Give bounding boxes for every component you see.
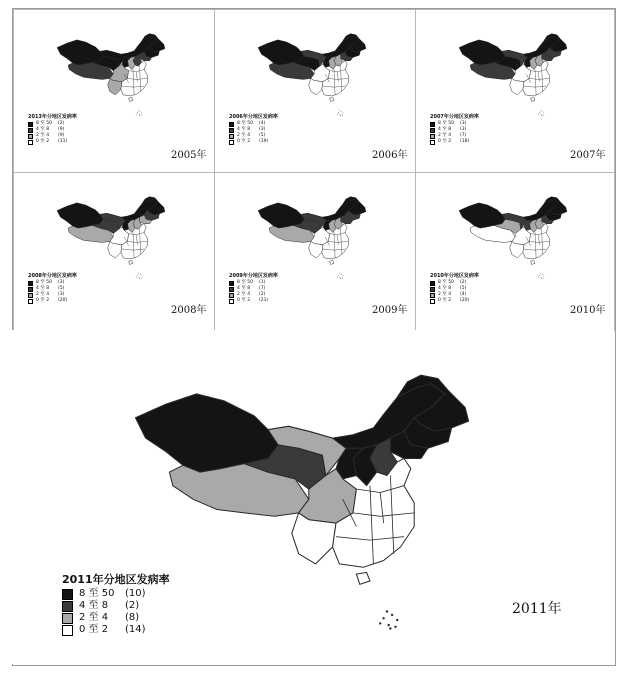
legend-swatch: [28, 140, 33, 145]
legend-count: (2): [259, 292, 266, 297]
legend-swatch: [430, 293, 435, 298]
legend-row: [430, 298, 479, 304]
south-sea-island: [341, 111, 342, 112]
legend-row: [62, 588, 170, 600]
legend-swatch: [229, 299, 234, 304]
legend-swatch: [62, 613, 73, 624]
legend-swatch: [430, 140, 435, 145]
main-legend: [62, 572, 170, 636]
south-sea-island: [342, 276, 343, 277]
legend-range: 4 至 8: [438, 286, 452, 291]
region-hainan: [330, 261, 334, 265]
legend: [229, 273, 278, 304]
south-sea-island: [543, 115, 544, 116]
choropleth-map: [458, 32, 568, 117]
year-label: 2007年: [570, 150, 606, 161]
south-sea-island: [137, 112, 138, 113]
south-sea-island: [136, 114, 137, 115]
year-label: 2010年: [570, 305, 606, 316]
south-sea-island: [339, 273, 340, 274]
south-sea-island: [340, 277, 341, 278]
legend-range: 8 至 50: [36, 121, 52, 126]
south-sea-island: [538, 114, 539, 115]
year-panel: [214, 172, 417, 331]
region-hainan: [129, 261, 133, 265]
legend-title: 2013年分地区发病率: [28, 114, 77, 120]
region-hainan: [531, 98, 535, 102]
south-sea-island: [382, 617, 384, 619]
legend: [28, 114, 77, 145]
south-sea-island: [342, 278, 343, 279]
legend-count: (5): [58, 286, 65, 291]
legend-swatch: [229, 128, 234, 133]
legend: [430, 114, 479, 145]
south-sea-island: [136, 277, 137, 278]
south-sea-island: [137, 275, 138, 276]
legend-count: (18): [460, 139, 470, 144]
legend-row: [430, 139, 479, 145]
legend: [430, 273, 479, 304]
legend-range: 4 至 8: [237, 286, 251, 291]
legend-range: 4 至 8: [79, 600, 109, 611]
region-xinjiang: [135, 394, 278, 472]
south-sea-island: [141, 276, 142, 277]
legend-row: [229, 298, 278, 304]
south-sea-island: [340, 115, 341, 116]
year-label: 2008年: [171, 305, 207, 316]
legend-range: 8 至 50: [237, 121, 253, 126]
choropleth-map: [56, 195, 166, 280]
south-sea-island: [139, 115, 140, 116]
legend-range: 4 至 8: [438, 127, 452, 132]
legend-row: [28, 139, 77, 145]
legend-title: 2008年分地区发病率: [28, 273, 77, 279]
south-sea-island: [541, 277, 542, 278]
legend-count: (4): [460, 292, 467, 297]
legend-range: 8 至 50: [79, 588, 115, 599]
legend-count: (21): [259, 298, 269, 303]
south-sea-island: [337, 277, 338, 278]
legend-title: 2009年分地区发病率: [229, 273, 278, 279]
legend-count: (3): [58, 280, 65, 285]
south-sea-island: [543, 278, 544, 279]
legend-swatch: [229, 122, 234, 127]
legend-range: 8 至 50: [237, 280, 253, 285]
legend-swatch: [28, 134, 33, 139]
legend-range: 4 至 8: [36, 286, 50, 291]
legend-count: (3): [259, 127, 266, 132]
south-sea-island: [139, 114, 140, 115]
south-sea-island: [138, 110, 139, 111]
legend-range: 2 至 4: [237, 133, 251, 138]
legend-count: (3): [460, 127, 467, 132]
year-panel: [415, 9, 615, 174]
region-hainan: [531, 261, 535, 265]
year-panel: [214, 9, 417, 174]
legend-range: 2 至 4: [79, 612, 109, 623]
choropleth-map: [56, 32, 166, 117]
legend-swatch: [430, 122, 435, 127]
south-sea-island: [140, 111, 141, 112]
south-sea-island: [342, 115, 343, 116]
south-sea-island: [386, 610, 388, 612]
legend-count: (20): [460, 298, 470, 303]
south-sea-island: [542, 274, 543, 275]
legend-range: 2 至 4: [237, 292, 251, 297]
legend-swatch: [430, 128, 435, 133]
legend-range: 0 至 2: [36, 298, 50, 303]
legend-count: (3): [460, 121, 467, 126]
legend-range: 8 至 50: [36, 280, 52, 285]
legend-count: (20): [58, 298, 68, 303]
south-sea-island: [541, 115, 542, 116]
south-sea-island: [379, 622, 381, 624]
south-sea-island: [138, 273, 139, 274]
legend-count: (3): [58, 292, 65, 297]
legend-count: (5): [460, 286, 467, 291]
choropleth-map: [458, 195, 568, 280]
choropleth-map: [257, 195, 367, 280]
legend-swatch: [229, 287, 234, 292]
south-sea-island: [541, 114, 542, 115]
legend-swatch: [28, 293, 33, 298]
legend-range: 0 至 2: [36, 139, 50, 144]
south-sea-island: [341, 274, 342, 275]
main-choropleth-map: [132, 370, 472, 632]
south-sea-island: [140, 274, 141, 275]
legend-row: [229, 139, 278, 145]
south-sea-island: [391, 614, 393, 616]
legend-range: 0 至 2: [237, 139, 251, 144]
legend-title: 2007年分地区发病率: [430, 114, 479, 120]
legend-range: 0 至 2: [438, 298, 452, 303]
legend-count: (1): [259, 280, 266, 285]
year-label: 2006年: [372, 150, 408, 161]
legend-count: (19): [259, 139, 269, 144]
year-panel: [415, 172, 615, 331]
legend-count: (2): [460, 280, 467, 285]
south-sea-island: [543, 276, 544, 277]
south-sea-island: [337, 114, 338, 115]
legend-row: [62, 600, 170, 612]
legend: [28, 273, 77, 304]
south-sea-island: [340, 114, 341, 115]
south-sea-island: [139, 277, 140, 278]
year-label: 2011年: [512, 601, 562, 617]
legend-range: 2 至 4: [438, 133, 452, 138]
south-sea-island: [339, 110, 340, 111]
legend-range: 2 至 4: [36, 133, 50, 138]
south-sea-island: [538, 277, 539, 278]
region-hainan: [330, 98, 334, 102]
legend-count: (9): [58, 133, 65, 138]
legend-range: 0 至 2: [438, 139, 452, 144]
legend-swatch: [28, 122, 33, 127]
legend-swatch: [430, 299, 435, 304]
south-sea-island: [141, 115, 142, 116]
south-sea-island: [539, 275, 540, 276]
south-sea-island: [338, 275, 339, 276]
legend-count: (10): [125, 588, 146, 599]
legend-swatch: [62, 601, 73, 612]
year-panel: [13, 9, 216, 174]
legend-range: 2 至 4: [36, 292, 50, 297]
south-sea-island: [396, 619, 398, 621]
south-sea-island: [141, 113, 142, 114]
legend-count: (7): [460, 133, 467, 138]
south-sea-island: [542, 111, 543, 112]
south-sea-island: [141, 278, 142, 279]
legend-range: 8 至 50: [438, 280, 454, 285]
legend-range: 2 至 4: [438, 292, 452, 297]
south-sea-island: [540, 110, 541, 111]
legend-swatch: [28, 299, 33, 304]
legend-row: [28, 298, 77, 304]
choropleth-map: [257, 32, 367, 117]
south-sea-island: [388, 624, 390, 626]
legend: [229, 114, 278, 145]
south-sea-island: [541, 278, 542, 279]
south-sea-island: [139, 278, 140, 279]
legend-title: 2011年分地区发病率: [62, 573, 170, 586]
legend-count: (11): [58, 139, 68, 144]
legend-count: (2): [125, 600, 140, 611]
legend-range: 0 至 2: [237, 298, 251, 303]
legend-swatch: [229, 140, 234, 145]
south-sea-island: [338, 112, 339, 113]
legend-count: (9): [58, 127, 65, 132]
south-sea-island: [540, 273, 541, 274]
legend-swatch: [62, 589, 73, 600]
legend-swatch: [62, 625, 73, 636]
legend-swatch: [28, 287, 33, 292]
region-hainan: [129, 98, 133, 102]
legend-swatch: [229, 134, 234, 139]
legend-row: [62, 612, 170, 624]
legend-count: (8): [125, 612, 140, 623]
legend-range: 8 至 50: [438, 121, 454, 126]
legend-row: [62, 624, 170, 636]
year-label: 2009年: [372, 305, 408, 316]
legend-count: (7): [259, 286, 266, 291]
legend-title: 2010年分地区发病率: [430, 273, 479, 279]
south-sea-island: [389, 627, 391, 629]
legend-title: 2006年分地区发病率: [229, 114, 278, 120]
legend-range: 4 至 8: [36, 127, 50, 132]
year-panel: [13, 172, 216, 331]
legend-swatch: [430, 287, 435, 292]
south-sea-island: [543, 113, 544, 114]
main-map-panel: [12, 330, 614, 664]
legend-swatch: [229, 281, 234, 286]
south-sea-island: [340, 278, 341, 279]
south-sea-island: [342, 113, 343, 114]
legend-swatch: [430, 281, 435, 286]
legend-count: (2): [58, 121, 65, 126]
legend-swatch: [28, 281, 33, 286]
legend-swatch: [229, 293, 234, 298]
region-hainan: [356, 572, 370, 584]
legend-count: (5): [259, 133, 266, 138]
south-sea-island: [394, 626, 396, 628]
legend-count: (4): [259, 121, 266, 126]
legend-count: (14): [125, 624, 146, 635]
legend-swatch: [28, 128, 33, 133]
year-label: 2005年: [171, 150, 207, 161]
legend-range: 0 至 2: [79, 624, 109, 635]
legend-range: 4 至 8: [237, 127, 251, 132]
south-sea-island: [539, 112, 540, 113]
legend-swatch: [430, 134, 435, 139]
